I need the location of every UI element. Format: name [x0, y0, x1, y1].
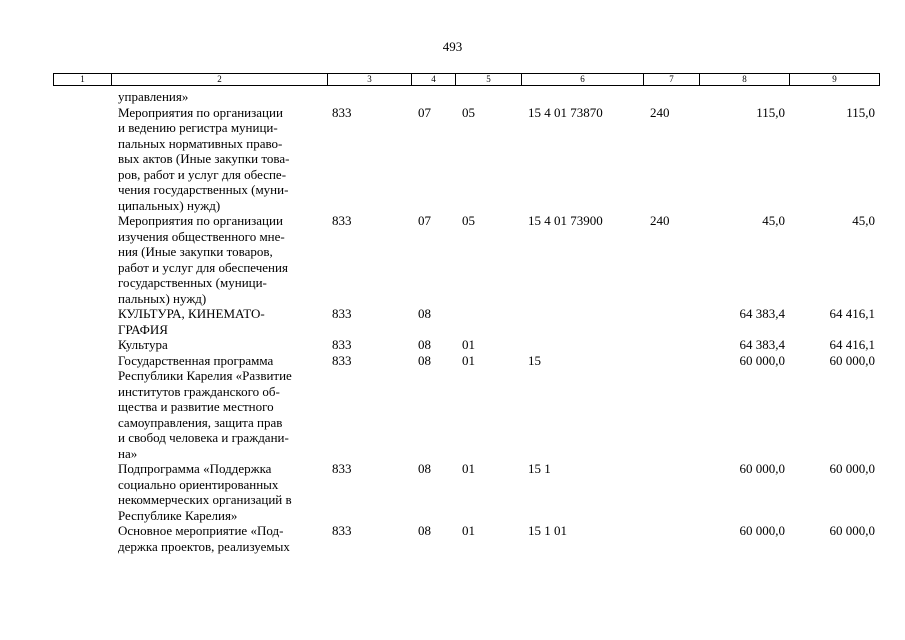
row-code-5: 01 — [462, 337, 475, 352]
row-amount-8: 60 000,0 — [739, 352, 785, 368]
row-amount-9: 115,0 — [846, 104, 875, 120]
table-row — [0, 105, 905, 214]
row-code-3: 833 — [332, 306, 352, 321]
row-code-3: 833 — [332, 104, 352, 120]
table-row — [0, 213, 905, 306]
table-row — [0, 89, 905, 105]
column-header-4: 4 — [412, 74, 456, 85]
row-amount-8: 45,0 — [762, 213, 785, 228]
row-code-7: 240 — [650, 104, 670, 120]
row-code-4: 08 — [418, 306, 431, 321]
column-header-7: 7 — [644, 74, 700, 85]
row-amount-8: 60 000,0 — [739, 461, 785, 476]
row-code-3: 833 — [332, 523, 352, 538]
row-code-6: 15 4 01 73900 — [528, 213, 603, 228]
row-code-5: 05 — [462, 213, 475, 228]
row-amount-9: 60 000,0 — [829, 352, 875, 368]
row-amount-8: 64 383,4 — [739, 306, 785, 321]
row-amount-9: 60 000,0 — [829, 523, 875, 538]
column-header-8: 8 — [700, 74, 790, 85]
column-header-9: 9 — [832, 74, 837, 84]
row-amount-9: 45,0 — [852, 213, 875, 228]
table-row — [0, 337, 905, 353]
row-name: Мероприятия по организации изучения общественного мне- ния (Иные закупки товаров, работ и услуг для обеспечения государственных (муници- пальных) нужд) — [118, 213, 288, 306]
row-code-6: 15 1 — [528, 461, 551, 476]
column-header-5: 5 — [456, 74, 522, 85]
row-amount-8: 64 383,4 — [739, 337, 785, 352]
column-header-1: 1 — [54, 74, 112, 85]
row-code-4: 08 — [418, 352, 431, 368]
row-amount-9: 64 416,1 — [829, 306, 875, 321]
row-code-6: 15 1 01 — [528, 523, 567, 538]
table-row — [0, 353, 905, 462]
row-name: КУЛЬТУРА, КИНЕМАТО- ГРАФИЯ — [118, 306, 265, 337]
table-body — [0, 89, 905, 554]
table-row — [0, 461, 905, 523]
row-code-4: 07 — [418, 213, 431, 228]
row-code-6: 15 4 01 73870 — [528, 104, 603, 120]
row-name: Основное мероприятие «Под- держка проектов, реализуемых — [118, 523, 290, 554]
row-code-3: 833 — [332, 337, 352, 352]
row-amount-9: 64 416,1 — [829, 337, 875, 352]
row-code-6: 15 — [528, 352, 541, 368]
row-name: управления» — [118, 89, 189, 104]
row-amount-9: 60 000,0 — [829, 461, 875, 476]
row-code-3: 833 — [332, 461, 352, 476]
column-header-3: 3 — [328, 74, 412, 85]
column-header-6: 6 — [522, 74, 644, 85]
row-name: Культура — [118, 337, 168, 352]
table-header-row — [53, 73, 880, 86]
row-amount-8: 115,0 — [756, 104, 785, 120]
row-name: Государственная программа Республики Карелия «Развитие институтов гражданского об- щества и развитие местного самоуправления, защита прав и свобод человека и граждани- на» — [118, 352, 292, 461]
row-name: Мероприятия по организации и ведению регистра муници- пальных нормативных право- вых актов (Иные закупки това- ров, работ и услуг для обеспе- чения государственных (муни- ципальных) нужд) — [118, 104, 290, 213]
row-code-3: 833 — [332, 352, 352, 368]
row-code-5: 05 — [462, 104, 475, 120]
row-code-4: 08 — [418, 337, 431, 352]
row-code-3: 833 — [332, 213, 352, 228]
row-code-5: 01 — [462, 352, 475, 368]
row-code-4: 08 — [418, 523, 431, 538]
table-row — [0, 306, 905, 337]
row-code-5: 01 — [462, 523, 475, 538]
row-code-4: 08 — [418, 461, 431, 476]
row-amount-8: 60 000,0 — [739, 523, 785, 538]
row-code-5: 01 — [462, 461, 475, 476]
row-code-7: 240 — [650, 213, 670, 228]
row-name: Подпрограмма «Поддержка социально ориентированных некоммерческих организаций в Республике Карелия» — [118, 461, 292, 523]
page-number: 493 — [442, 39, 463, 54]
row-code-4: 07 — [418, 104, 431, 120]
column-header-2: 2 — [112, 74, 328, 85]
table-row — [0, 523, 905, 554]
